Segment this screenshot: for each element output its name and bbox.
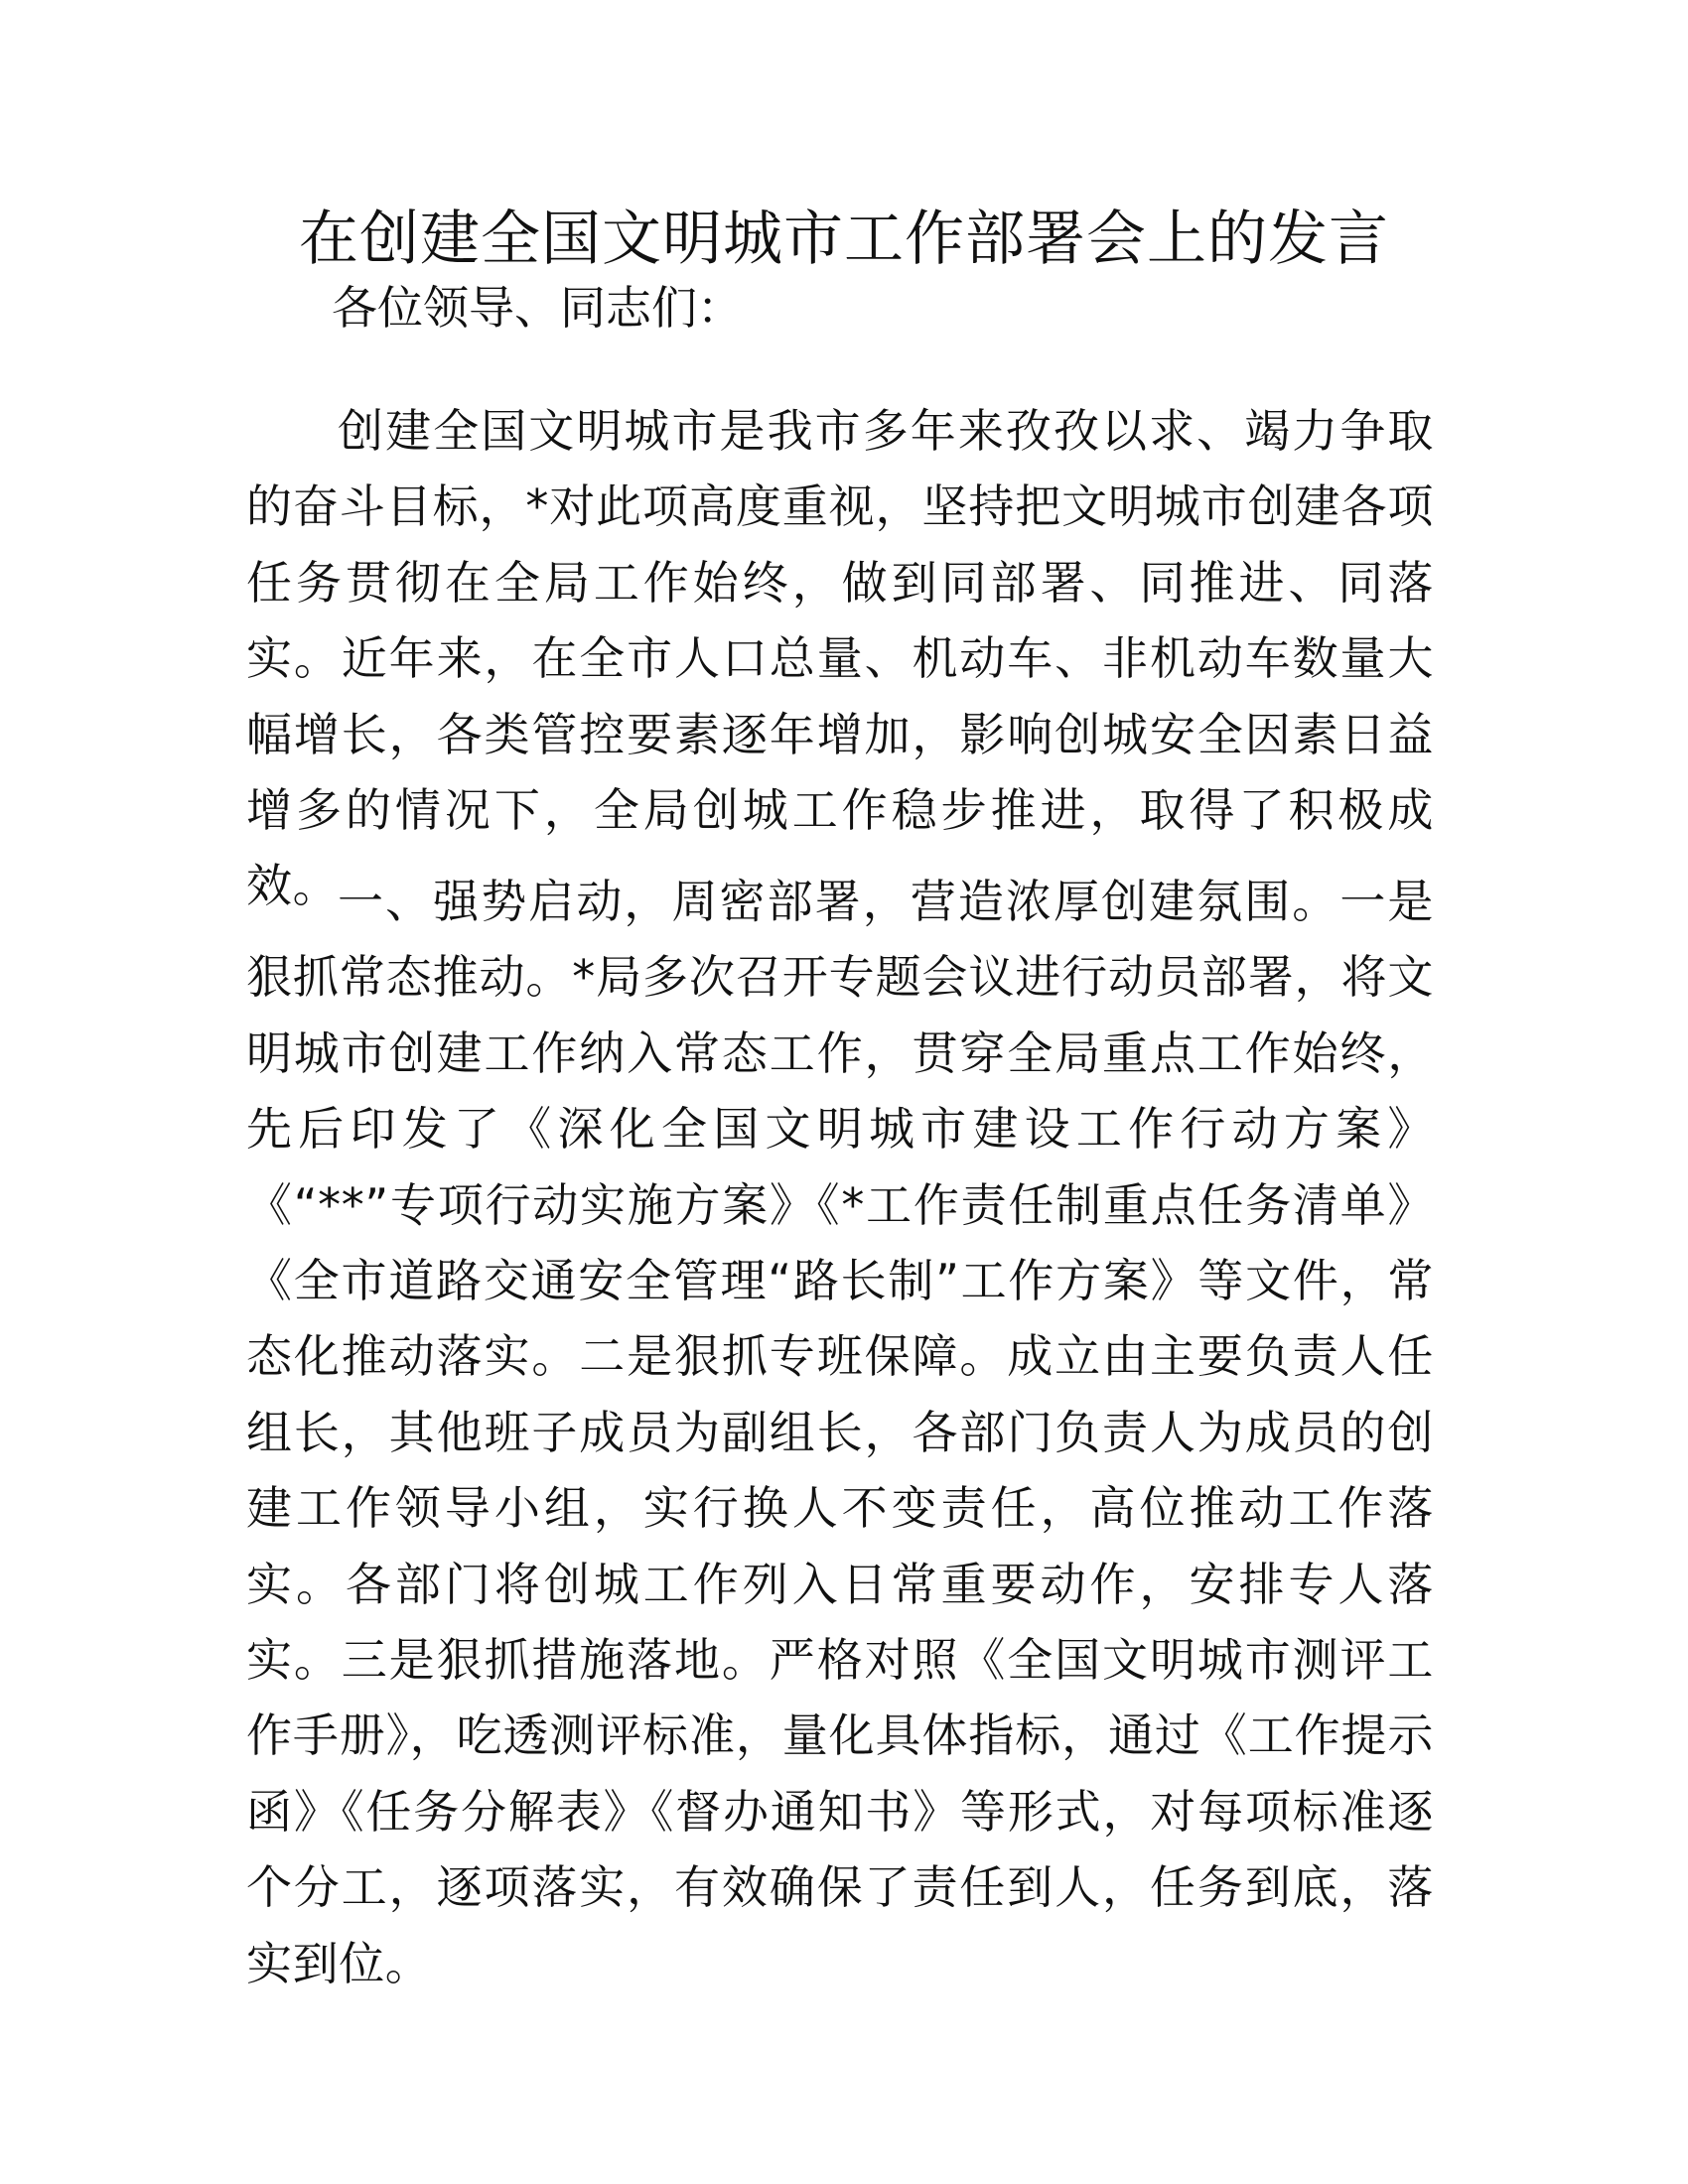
salutation: 各位领导、同志们： [332,281,743,335]
paragraph-section-one: 一、强势启动，周密部署，营造浓厚创建氛围。一是狠抓常态推动。*局多次召开专题会议进行动员部署，将文明城市创建工作纳入常态工作，贯穿全局重点工作始终，先后印发了《深化全国文明城市建设工作行动方案》《“**”专项行动实施方案》《*工作责任制重点任务清单》《全市道路交通安全管理“路长制”工作方案》等文件，常态化推动落实。二是狠抓专班保障。成立由主要负责人任组长，其他班子成员为副组长，各部门负责人为成员的创建工作领导小组，实行换人不变责任，高位推动工作落实。各部门将创城工作列入日常重要动作，安排专人落实。三是狠抓措施落地。严格对照《全国文明城市测评工作手册》，吃透测评标准，量化具体指标，通过《工作提示函》《任务分解表》《督办通知书》等形式，对每项标准逐个分工，逐项落实，有效确保了责任到人，任务到底，落实到位。 [246,875,1434,1990]
document-title: 在创建全国文明城市工作部署会上的发言 [299,205,1389,274]
paragraph-intro: 创建全国文明城市是我市多年来孜孜以求、竭力争取的奋斗目标，*对此项高度重视，坚持把文明城市创建各项任务贯彻在全局工作始终，做到同部署、同推进、同落实。近年来，在全市人口总量、机动车、非机动车数量大幅增长，各类管控要素逐年增加，影响创城安全因素日益增多的情况下，全局创城工作稳步推进，取得了积极成效。 [246,404,1434,913]
